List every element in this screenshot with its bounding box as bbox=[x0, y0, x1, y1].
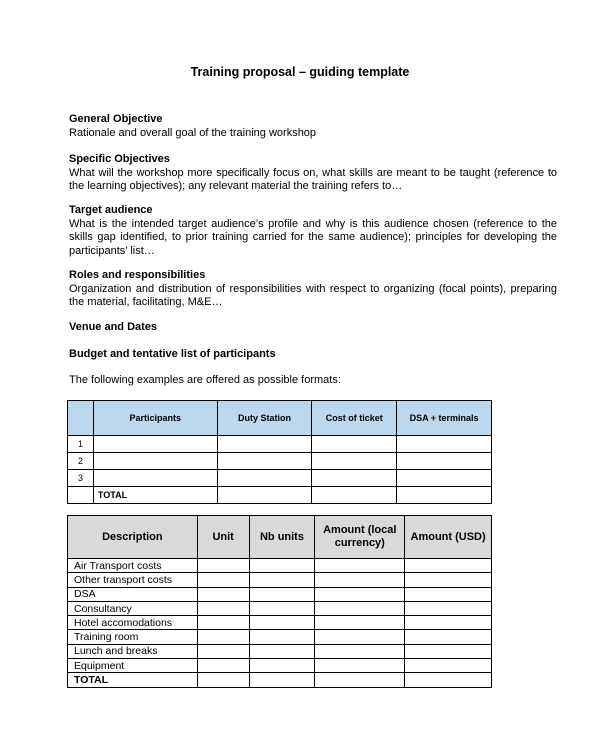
section-roles-responsibilities bbox=[69, 269, 557, 310]
table-cell[interactable] bbox=[197, 644, 249, 658]
row-description: Equipment bbox=[68, 659, 198, 673]
table-cell[interactable] bbox=[217, 487, 312, 504]
table-header-cell: Amount (USD) bbox=[405, 516, 492, 559]
table-header-cell: Description bbox=[68, 516, 198, 559]
table-cell[interactable] bbox=[249, 616, 315, 630]
section-venue-dates: Venue and Dates bbox=[69, 321, 158, 333]
table-cell[interactable] bbox=[197, 573, 249, 587]
section-body: Organization and distribution of responsibilities with respect to organizing (focal points), preparing the material, facilitating, M&E… bbox=[69, 282, 557, 308]
row-description: Other transport costs bbox=[68, 573, 198, 587]
total-label: TOTAL bbox=[93, 487, 217, 504]
table-row bbox=[68, 453, 492, 470]
table-cell[interactable] bbox=[249, 644, 315, 658]
table-row bbox=[68, 644, 492, 658]
section-heading: Roles and responsibilities bbox=[69, 269, 206, 281]
table-cell[interactable] bbox=[249, 587, 315, 601]
table-cell[interactable] bbox=[217, 436, 312, 453]
table-header-cell bbox=[68, 401, 94, 436]
table-cell[interactable] bbox=[197, 587, 249, 601]
table-row bbox=[68, 436, 492, 453]
section-heading: General Objective bbox=[69, 113, 163, 125]
table-cell[interactable] bbox=[315, 630, 405, 644]
table-cell[interactable] bbox=[217, 470, 312, 487]
intro-formats-text: The following examples are offered as possible formats: bbox=[69, 374, 341, 386]
table-cell[interactable] bbox=[312, 436, 397, 453]
table-cell[interactable] bbox=[405, 673, 492, 687]
table-cell[interactable] bbox=[405, 616, 492, 630]
table-cell[interactable] bbox=[249, 601, 315, 615]
table-row bbox=[68, 573, 492, 587]
table-cell[interactable] bbox=[405, 630, 492, 644]
table-row bbox=[68, 601, 492, 615]
table-cell[interactable] bbox=[312, 453, 397, 470]
table-cell[interactable] bbox=[197, 601, 249, 615]
table-header-cell: Duty Station bbox=[217, 401, 312, 436]
table-cell[interactable] bbox=[315, 673, 405, 687]
table-cell[interactable] bbox=[315, 559, 405, 573]
section-heading: Target audience bbox=[69, 204, 153, 216]
row-number: 3 bbox=[68, 470, 94, 487]
table-cell[interactable] bbox=[315, 573, 405, 587]
table-cell[interactable] bbox=[217, 453, 312, 470]
table-cell[interactable] bbox=[249, 659, 315, 673]
table-row bbox=[68, 616, 492, 630]
table-row bbox=[68, 470, 492, 487]
table-cell[interactable] bbox=[405, 587, 492, 601]
participants-table bbox=[67, 400, 492, 504]
table-cell[interactable] bbox=[397, 436, 492, 453]
table-cell bbox=[68, 487, 94, 504]
table-header-row bbox=[68, 401, 492, 436]
total-label: TOTAL bbox=[68, 673, 198, 687]
table-header-cell: Amount (local currency) bbox=[315, 516, 405, 559]
table-cell[interactable] bbox=[405, 573, 492, 587]
row-description: DSA bbox=[68, 587, 198, 601]
table-cell[interactable] bbox=[197, 659, 249, 673]
table-header-cell: Unit bbox=[197, 516, 249, 559]
table-cell[interactable] bbox=[197, 559, 249, 573]
table-total-row bbox=[68, 487, 492, 504]
table-cell[interactable] bbox=[315, 587, 405, 601]
table-cell[interactable] bbox=[405, 559, 492, 573]
row-number: 2 bbox=[68, 453, 94, 470]
table-cell[interactable] bbox=[197, 616, 249, 630]
section-general-objective bbox=[69, 113, 557, 140]
table-header-row bbox=[68, 516, 492, 559]
table-cell[interactable] bbox=[405, 659, 492, 673]
row-number: 1 bbox=[68, 436, 94, 453]
section-body: What will the workshop more specifically focus on, what skills are meant to be taught (reference to the learning objectives); any relevant material the training refers to… bbox=[69, 166, 557, 192]
table-cell[interactable] bbox=[315, 616, 405, 630]
section-specific-objectives bbox=[69, 153, 557, 194]
section-heading: Specific Objectives bbox=[69, 153, 170, 165]
section-body: What is the intended target audience’s profile and why is this audience chosen (reference to the skills gap identified, to prior training carried for the same audience); principles for developing the participants’ list… bbox=[69, 217, 557, 257]
table-cell[interactable] bbox=[197, 673, 249, 687]
table-cell[interactable] bbox=[315, 659, 405, 673]
table-row bbox=[68, 659, 492, 673]
table-cell[interactable] bbox=[405, 601, 492, 615]
table-cell[interactable] bbox=[93, 470, 217, 487]
row-description: Hotel accomodations bbox=[68, 616, 198, 630]
table-header-cell: Cost of ticket bbox=[312, 401, 397, 436]
table-cell[interactable] bbox=[249, 630, 315, 644]
table-cell[interactable] bbox=[249, 559, 315, 573]
table-row bbox=[68, 587, 492, 601]
table-cell[interactable] bbox=[397, 487, 492, 504]
table-cell[interactable] bbox=[405, 644, 492, 658]
section-body: Rationale and overall goal of the training workshop bbox=[69, 126, 317, 139]
table-header-cell: DSA + terminals bbox=[397, 401, 492, 436]
table-row bbox=[68, 559, 492, 573]
section-budget: Budget and tentative list of participants bbox=[69, 348, 276, 360]
table-header-cell: Participants bbox=[93, 401, 217, 436]
row-description: Lunch and breaks bbox=[68, 644, 198, 658]
table-cell[interactable] bbox=[397, 453, 492, 470]
table-total-row bbox=[68, 673, 492, 687]
table-cell[interactable] bbox=[249, 673, 315, 687]
table-cell[interactable] bbox=[312, 487, 397, 504]
table-row bbox=[68, 630, 492, 644]
row-description: Training room bbox=[68, 630, 198, 644]
row-description: Consultancy bbox=[68, 601, 198, 615]
page-title: Training proposal – guiding template bbox=[190, 65, 410, 79]
table-cell[interactable] bbox=[249, 573, 315, 587]
table-cell[interactable] bbox=[312, 470, 397, 487]
table-cell[interactable] bbox=[197, 630, 249, 644]
table-cell[interactable] bbox=[315, 601, 405, 615]
table-header-cell: Nb units bbox=[249, 516, 315, 559]
row-description: Air Transport costs bbox=[68, 559, 198, 573]
table-cell[interactable] bbox=[93, 436, 217, 453]
budget-table bbox=[67, 515, 492, 688]
table-cell[interactable] bbox=[93, 453, 217, 470]
table-cell[interactable] bbox=[315, 644, 405, 658]
table-cell[interactable] bbox=[397, 470, 492, 487]
section-target-audience bbox=[69, 204, 557, 258]
